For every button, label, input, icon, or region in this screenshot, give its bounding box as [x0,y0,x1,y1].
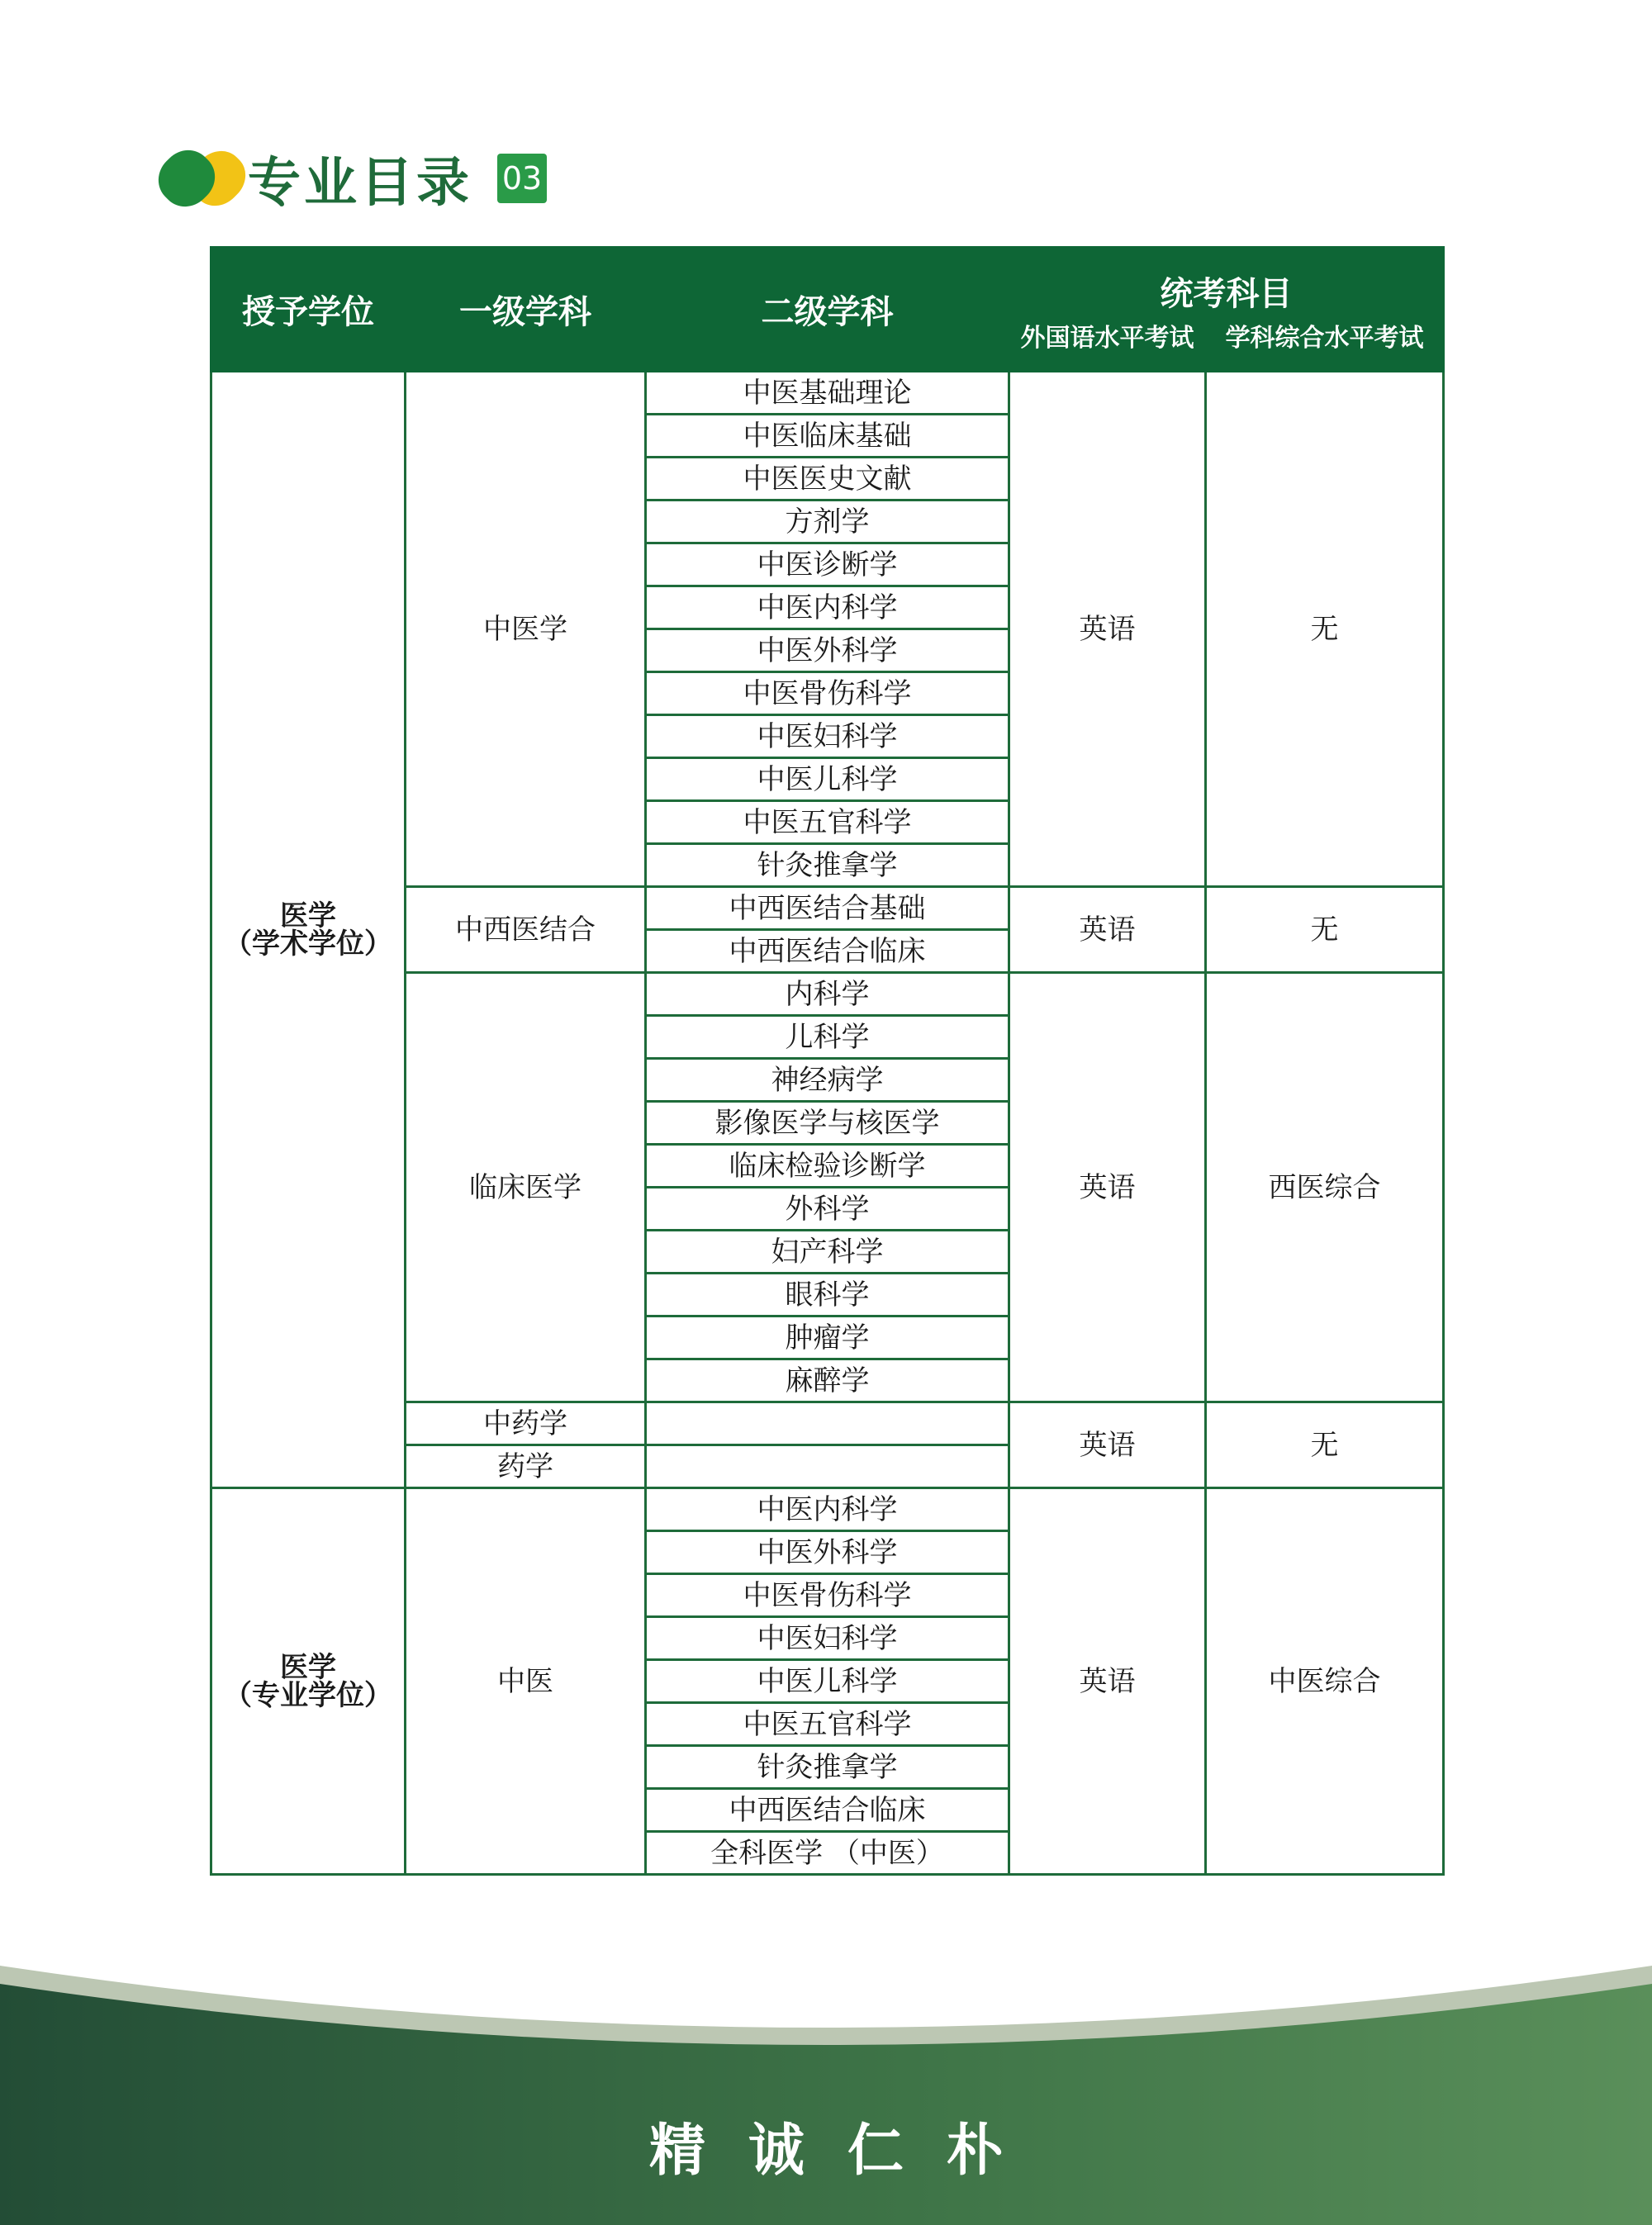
first-discipline-cell: 中医学 [406,372,646,887]
comprehensive-exam-cell: 无 [1206,1402,1444,1488]
table-row [211,372,1444,415]
second-discipline-cell: 儿科学 [646,1016,1009,1059]
second-discipline-cell: 外科学 [646,1188,1009,1231]
degree-type: （专业学位） [224,1678,392,1712]
second-discipline-cell: 中医外科学 [646,629,1009,672]
second-discipline-cell: 肿瘤学 [646,1316,1009,1359]
header-first-discipline: 一级学科 [406,248,646,372]
header-foreign-language-exam: 外国语水平考试 [1009,316,1206,372]
second-discipline-cell: 中医妇科学 [646,1617,1009,1660]
header-unified-exam: 统考科目 [1009,248,1444,316]
footer-slogan: 精诚仁朴 [648,2118,1046,2184]
second-discipline-cell: 眼科学 [646,1274,1009,1316]
second-discipline-cell [646,1402,1009,1445]
first-discipline-cell: 临床医学 [406,973,646,1402]
second-discipline-cell: 临床检验诊断学 [646,1145,1009,1188]
second-discipline-cell: 中医外科学 [646,1531,1009,1574]
second-discipline-cell: 中医医史文献 [646,458,1009,501]
second-discipline-cell: 中医基础理论 [646,372,1009,415]
page-title: 专业目录 [248,153,472,214]
first-discipline-cell: 中医 [406,1488,646,1875]
degree-name: 医学 [280,1650,336,1684]
comprehensive-exam-cell: 西医综合 [1206,973,1444,1402]
header-second-discipline: 二级学科 [646,248,1009,372]
foreign-exam-cell: 英语 [1009,973,1206,1402]
degree-type: （学术学位） [224,927,392,961]
second-discipline-cell: 针灸推拿学 [646,1746,1009,1789]
first-discipline-cell: 中药学 [406,1402,646,1445]
comprehensive-exam-cell: 无 [1206,887,1444,973]
second-discipline-cell: 针灸推拿学 [646,844,1009,887]
foreign-exam-cell: 英语 [1009,1488,1206,1875]
degree-cell [211,372,406,1488]
second-discipline-cell: 方剂学 [646,501,1009,543]
second-discipline-cell: 中医骨伤科学 [646,672,1009,715]
second-discipline-cell: 全科医学 （中医） [646,1832,1009,1875]
second-discipline-cell: 中医妇科学 [646,715,1009,758]
degree-cell [211,1488,406,1875]
second-discipline-cell [646,1445,1009,1488]
second-discipline-cell: 中西医结合基础 [646,887,1009,930]
second-discipline-cell: 中医骨伤科学 [646,1574,1009,1617]
second-discipline-cell: 中医五官科学 [646,801,1009,844]
comprehensive-exam-cell: 无 [1206,372,1444,887]
foreign-exam-cell: 英语 [1009,372,1206,887]
header-degree: 授予学位 [211,248,406,372]
comprehensive-exam-cell: 中医综合 [1206,1488,1444,1875]
first-discipline-cell: 中西医结合 [406,887,646,973]
degree-name: 医学 [280,899,336,932]
second-discipline-cell: 中医五官科学 [646,1703,1009,1746]
second-discipline-cell: 中医诊断学 [646,543,1009,586]
foreign-exam-cell: 英语 [1009,887,1206,973]
page-header [155,145,547,214]
second-discipline-cell: 中医临床基础 [646,415,1009,458]
second-discipline-cell: 中西医结合临床 [646,930,1009,973]
second-discipline-cell: 中医内科学 [646,586,1009,629]
header-comprehensive-exam: 学科综合水平考试 [1206,316,1444,372]
second-discipline-cell: 中医内科学 [646,1488,1009,1531]
second-discipline-cell: 中医儿科学 [646,1660,1009,1703]
second-discipline-cell: 中医儿科学 [646,758,1009,801]
second-discipline-cell: 影像医学与核医学 [646,1102,1009,1145]
second-discipline-cell: 妇产科学 [646,1231,1009,1274]
program-catalog-table [210,246,1445,1876]
table-row [211,1488,1444,1531]
second-discipline-cell: 中西医结合临床 [646,1789,1009,1832]
logo-icon [155,145,246,211]
first-discipline-cell: 药学 [406,1445,646,1488]
foreign-exam-cell: 英语 [1009,1402,1206,1488]
page-number-badge: 03 [497,154,547,203]
second-discipline-cell: 神经病学 [646,1059,1009,1102]
second-discipline-cell: 内科学 [646,973,1009,1016]
second-discipline-cell: 麻醉学 [646,1359,1009,1402]
